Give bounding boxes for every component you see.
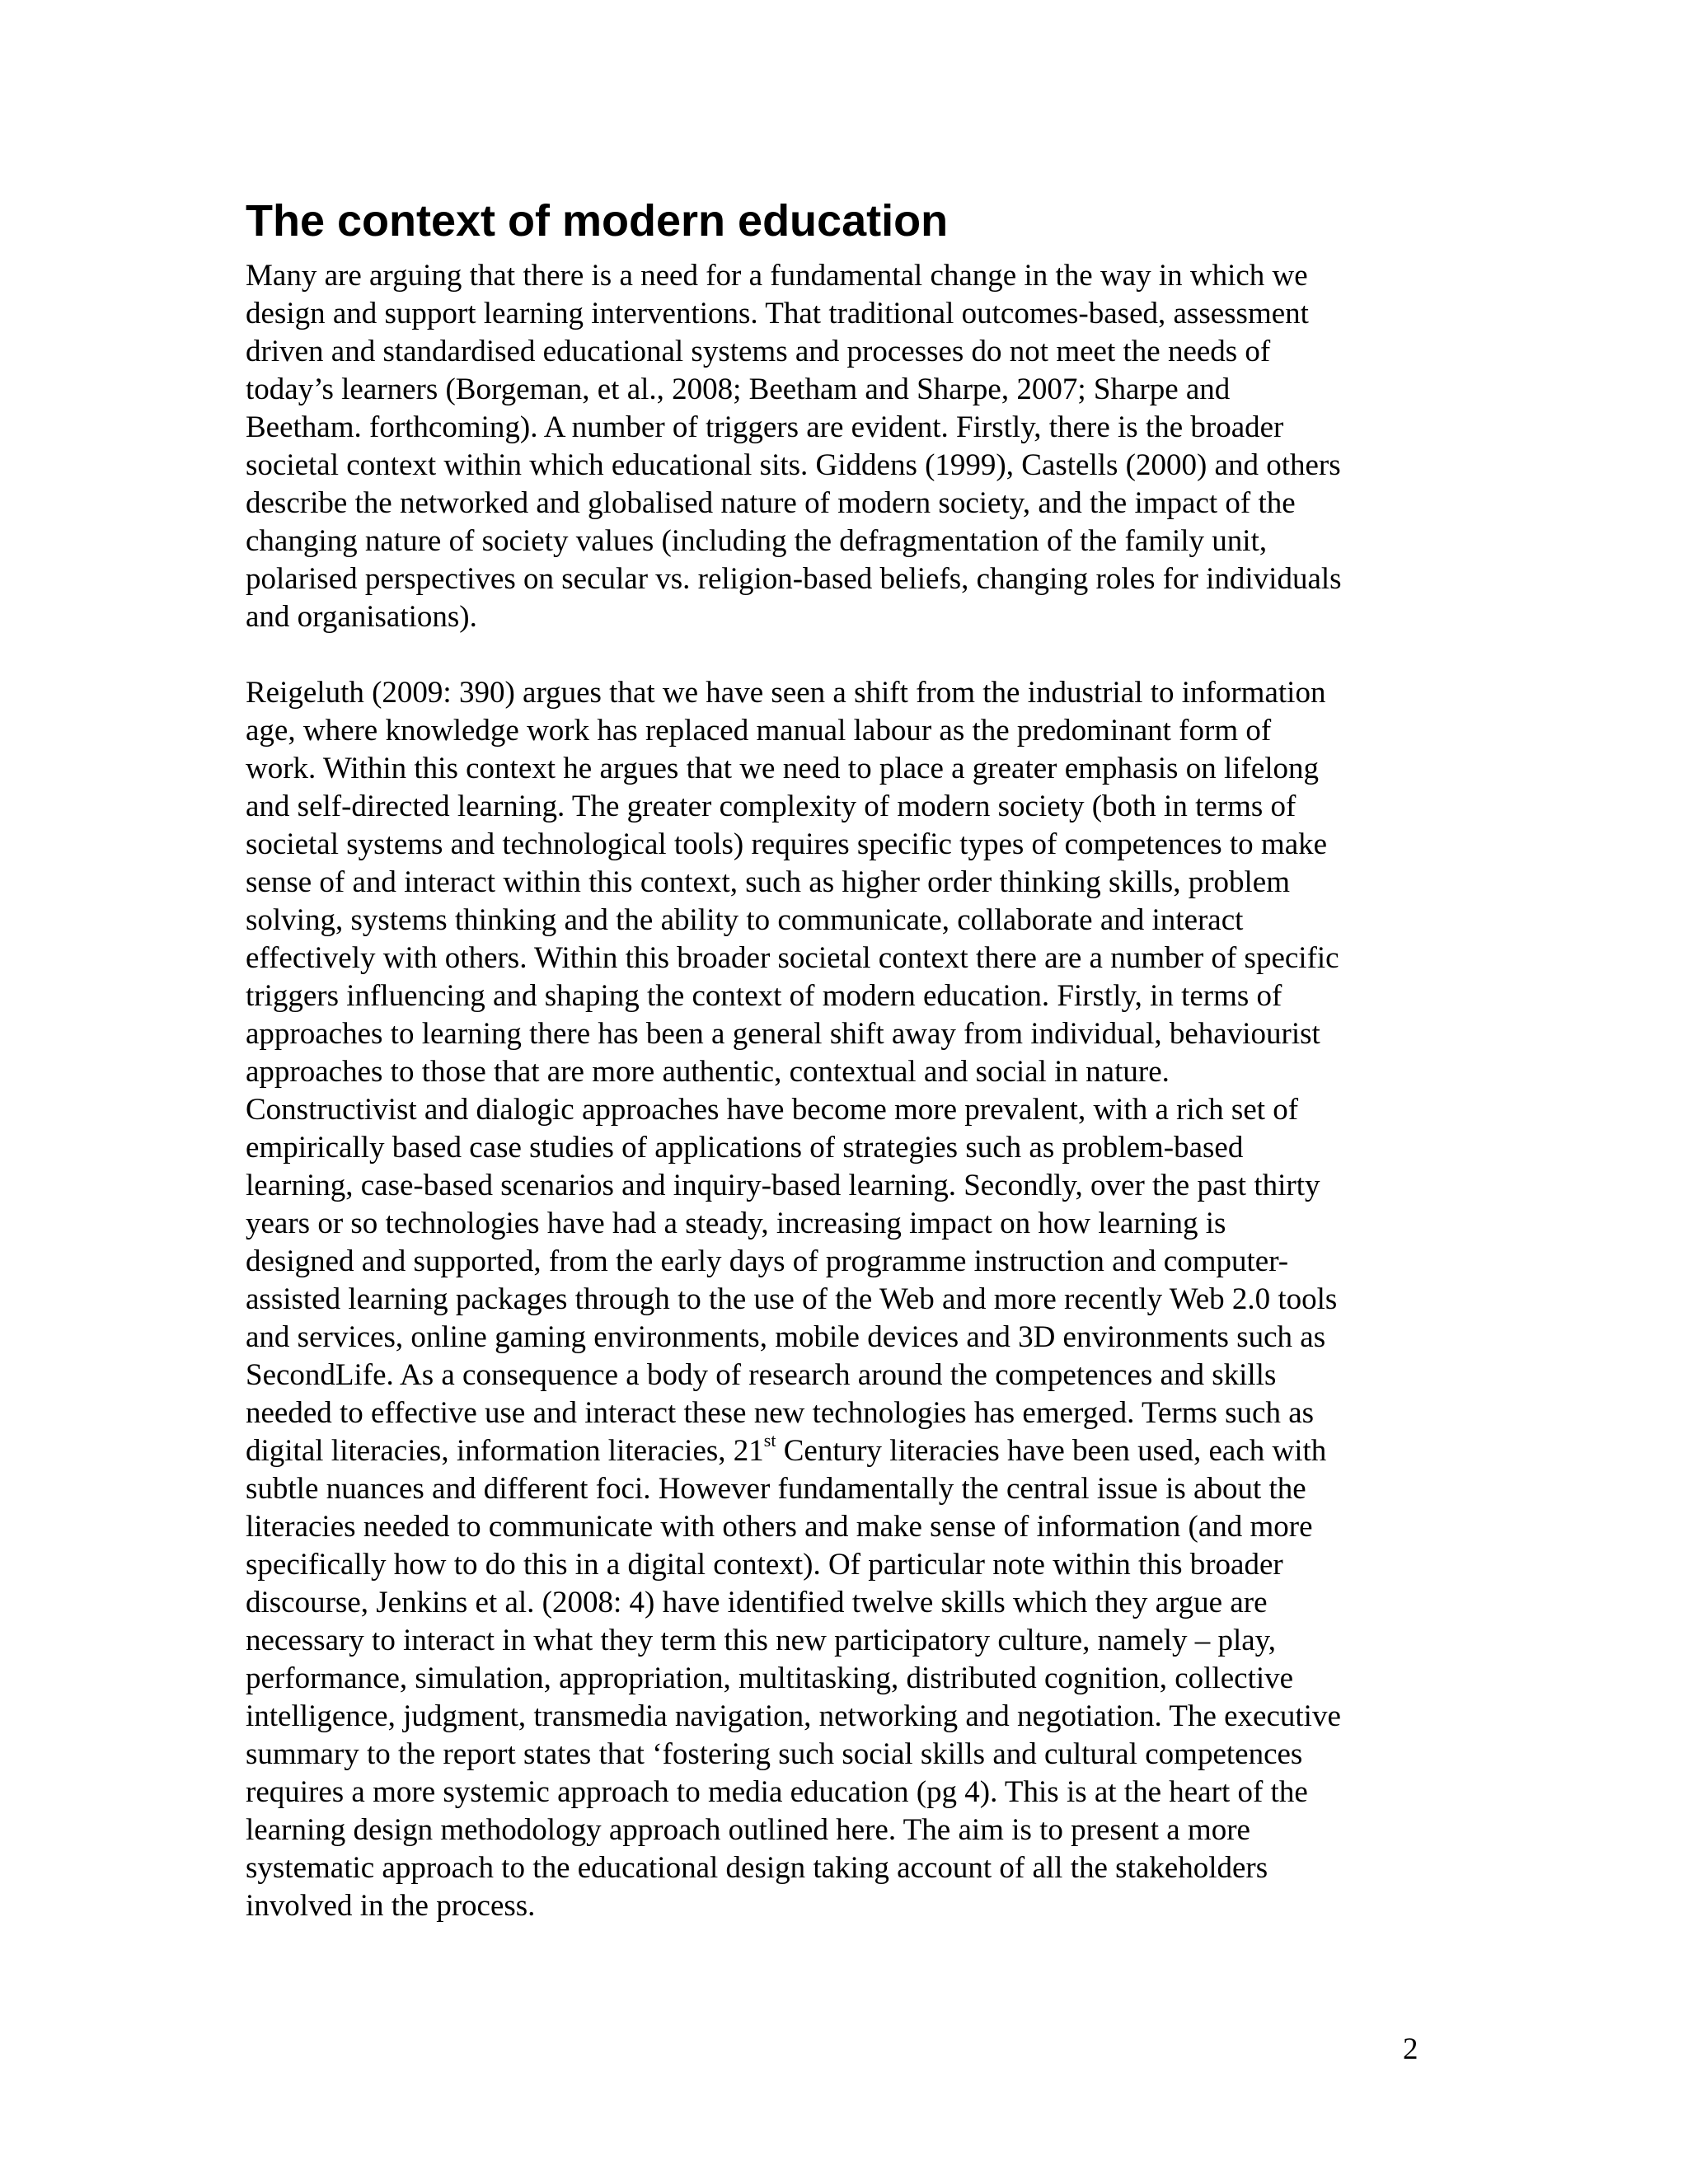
text-line: describe the networked and globalised nature of modern society, and the impact of the xyxy=(246,486,1296,520)
text-line: driven and standardised educational systems and processes do not meet the needs of xyxy=(246,335,1271,368)
text-line: sense of and interact within this context, such as higher order thinking skills, problem xyxy=(246,865,1290,899)
text-line: triggers influencing and shaping the context of modern education. Firstly, in terms of xyxy=(246,979,1282,1013)
text-line: needed to effective use and interact these new technologies has emerged. Terms such as xyxy=(246,1396,1315,1430)
text-line: approaches to learning there has been a general shift away from individual, behaviourist xyxy=(246,1017,1320,1051)
text-segment: Century literacies have been used, each with xyxy=(776,1434,1327,1468)
text-line: solving, systems thinking and the ability to communicate, collaborate and interact xyxy=(246,903,1244,937)
text-line: literacies needed to communicate with others and make sense of information (and more xyxy=(246,1510,1313,1544)
text-line: age, where knowledge work has replaced manual labour as the predominant form of xyxy=(246,714,1272,748)
text-line: societal context within which educational sits. Giddens (1999), Castells (2000) and others xyxy=(246,448,1341,482)
paragraph-2 xyxy=(246,674,1449,1925)
text-line: Many are arguing that there is a need for a fundamental change in the way in which we xyxy=(246,259,1308,293)
text-line: effectively with others. Within this broader societal context there are a number of specific xyxy=(246,941,1339,975)
text-line: and self-directed learning. The greater complexity of modern society (both in terms of xyxy=(246,790,1296,823)
text-line: Beetham. forthcoming). A number of triggers are evident. Firstly, there is the broader xyxy=(246,410,1284,444)
text-line: discourse, Jenkins et al. (2008: 4) have identified twelve skills which they argue are xyxy=(246,1586,1268,1619)
text-line: SecondLife. As a consequence a body of research around the competences and skills xyxy=(246,1358,1277,1392)
text-line: work. Within this context he argues that we need to place a greater emphasis on lifelong xyxy=(246,752,1320,785)
text-line: societal systems and technological tools) requires specific types of competences to make xyxy=(246,827,1328,861)
text-line-superscript xyxy=(246,1429,1449,1470)
text-line: specifically how to do this in a digital context). Of particular note within this broader xyxy=(246,1548,1283,1582)
text-line: years or so technologies have had a steady, increasing impact on how learning is xyxy=(246,1207,1226,1240)
text-line: changing nature of society values (including the defragmentation of the family unit, xyxy=(246,524,1268,558)
text-segment: digital literacies, information literacies, 21 xyxy=(246,1434,764,1468)
text-line: summary to the report states that ‘fostering such social skills and cultural competences xyxy=(246,1737,1303,1771)
text-line: empirically based case studies of applications of strategies such as problem-based xyxy=(246,1131,1244,1165)
text-line: today’s learners (Borgeman, et al., 2008; Beetham and Sharpe, 2007; Sharpe and xyxy=(246,373,1231,406)
text-line: learning, case-based scenarios and inquiry-based learning. Secondly, over the past thirty xyxy=(246,1169,1320,1202)
text-line: and organisations). xyxy=(246,600,477,634)
text-line: performance, simulation, appropriation, multitasking, distributed cognition, collective xyxy=(246,1661,1294,1695)
text-line: necessary to interact in what they term this new participatory culture, namely – play, xyxy=(246,1624,1277,1657)
text-line: involved in the process. xyxy=(246,1889,536,1923)
text-line: Constructivist and dialogic approaches have become more prevalent, with a rich set of xyxy=(246,1093,1299,1127)
text-line: requires a more systemic approach to media education (pg 4). This is at the heart of the xyxy=(246,1775,1308,1809)
section-heading: The context of modern education xyxy=(246,196,949,246)
text-line: and services, online gaming environments, mobile devices and 3D environments such as xyxy=(246,1320,1326,1354)
text-line: designed and supported, from the early days of programme instruction and computer- xyxy=(246,1244,1289,1278)
text-line: Reigeluth (2009: 390) argues that we have seen a shift from the industrial to information xyxy=(246,676,1326,710)
text-line: subtle nuances and different foci. However fundamentally the central issue is about the xyxy=(246,1472,1306,1506)
text-line: intelligence, judgment, transmedia navigation, networking and negotiation. The executive xyxy=(246,1699,1341,1733)
text-line: polarised perspectives on secular vs. religion-based beliefs, changing roles for individuals xyxy=(246,562,1342,596)
text-line: systematic approach to the educational design taking account of all the stakeholders xyxy=(246,1851,1268,1885)
ordinal-superscript: st xyxy=(763,1429,776,1451)
text-line: design and support learning interventions. That traditional outcomes-based, assessment xyxy=(246,297,1309,330)
paragraph-1 xyxy=(246,257,1449,636)
text-line: approaches to those that are more authentic, contextual and social in nature. xyxy=(246,1055,1170,1089)
text-line: assisted learning packages through to the use of the Web and more recently Web 2.0 tools xyxy=(246,1282,1338,1316)
page-number: 2 xyxy=(1403,2032,1418,2066)
text-line: learning design methodology approach outlined here. The aim is to present a more xyxy=(246,1813,1250,1847)
